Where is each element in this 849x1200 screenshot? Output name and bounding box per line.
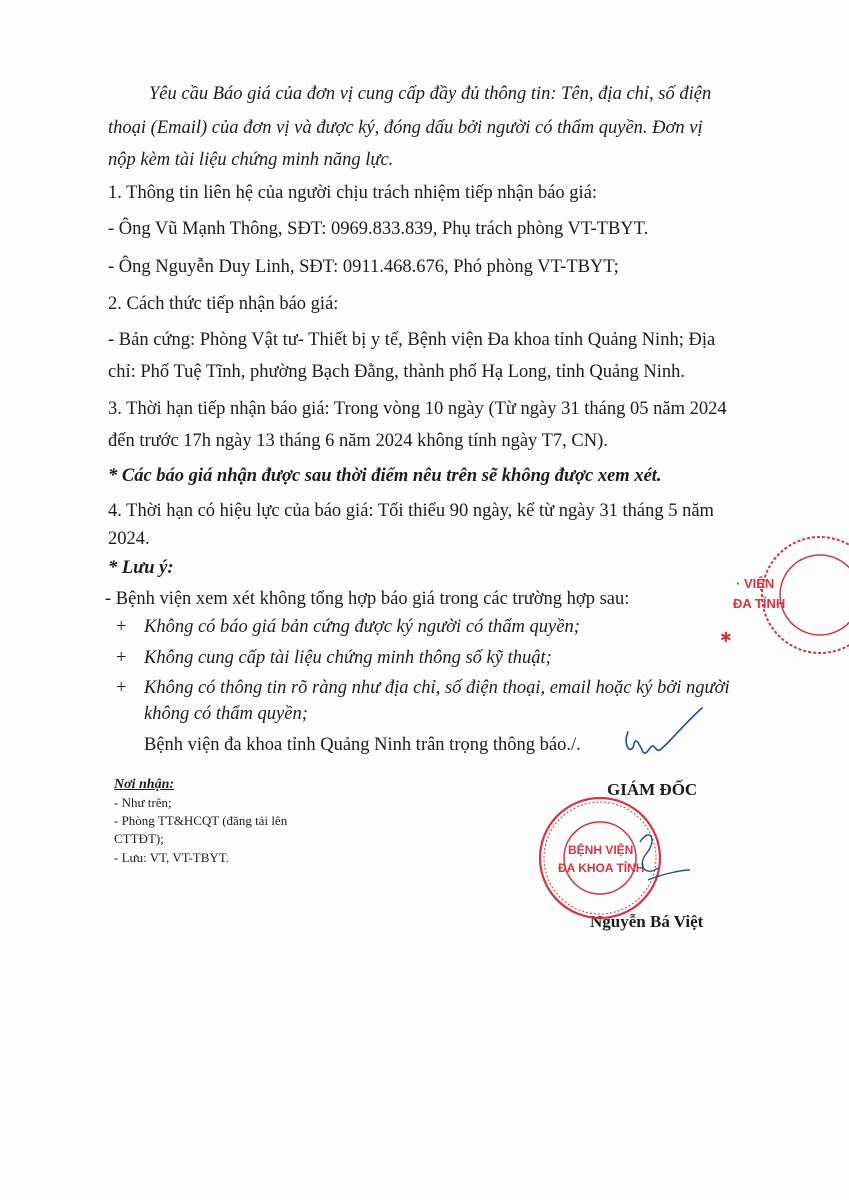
intro-line-3: nộp kèm tài liệu chứng minh năng lực. (108, 150, 394, 170)
note-item-1: Không có báo giá bản cứng được ký người có thẩm quyền; (144, 617, 580, 637)
stamp-line-2: ĐA KHOA TỈNH (558, 861, 645, 875)
section1-heading: 1. Thông tin liên hệ của người chịu trách nhiệm tiếp nhận báo giá: (108, 183, 598, 203)
note-intro: - Bệnh viện xem xét không tổng hợp báo giá trong các trường hợp sau: (105, 589, 630, 609)
bullet-marker-1: + (116, 617, 127, 637)
svg-text:· VIỆN: · VIỆN (736, 576, 775, 591)
bullet-marker-2: + (116, 648, 127, 668)
section2-line-1: - Bản cứng: Phòng Vật tư- Thiết bị y tế, Bệnh viện Đa khoa tỉnh Quảng Ninh; Địa (108, 330, 716, 350)
recipient-line-4: - Lưu: VT, VT-TBYT. (114, 850, 230, 865)
note-item-3: Không có thông tin rõ ràng như địa chỉ, số điện thoại, email hoặc ký bởi người (144, 678, 730, 698)
note-heading: * Lưu ý: (108, 558, 174, 578)
closing-text: Bệnh viện đa khoa tỉnh Quảng Ninh trân trọng thông báo./. (144, 735, 581, 755)
bullet-marker-3: + (116, 678, 127, 698)
svg-text:✱: ✱ (720, 629, 732, 645)
intro-line-2: thoại (Email) của đơn vị và được ký, đóng dấu bởi người có thẩm quyền. Đơn vị (108, 118, 703, 138)
stamp-partial-icon (700, 530, 849, 660)
section3-line-1: 3. Thời hạn tiếp nhận báo giá: Trong vòng 10 ngày (Từ ngày 31 tháng 05 năm 2024 (108, 399, 727, 419)
recipient-line-2: - Phòng TT&HCQT (đăng tải lên (114, 813, 288, 828)
section4-line-1: 4. Thời hạn có hiệu lực của báo giá: Tối thiểu 90 ngày, kể từ ngày 31 tháng 5 năm (108, 501, 714, 521)
note-item-2: Không cung cấp tài liệu chứng minh thông số kỹ thuật; (144, 648, 552, 668)
section4-line-2: 2024. (108, 529, 150, 549)
signatory-title: GIÁM ĐỐC (607, 780, 698, 799)
note-item-3-cont: không có thẩm quyền; (144, 704, 308, 724)
contact-2: - Ông Nguyễn Duy Linh, SĐT: 0911.468.676, Phó phòng VT-TBYT; (108, 257, 619, 277)
initial-signature-icon (618, 700, 708, 765)
contact-1: - Ông Vũ Mạnh Thông, SĐT: 0969.833.839, Phụ trách phòng VT-TBYT. (108, 219, 649, 239)
section2-heading: 2. Cách thức tiếp nhận báo giá: (108, 294, 339, 314)
stamp-line-1: BỆNH VIỆN (568, 843, 634, 857)
official-stamp-icon (522, 792, 692, 922)
recipient-line-1: - Như trên; (114, 795, 172, 810)
intro-line-1: Yêu cầu Báo giá của đơn vị cung cấp đầy đủ thông tin: Tên, địa chỉ, số điện (149, 84, 712, 104)
recipient-line-3: CTTĐT); (114, 831, 164, 846)
section3-line-2: đến trước 17h ngày 13 tháng 6 năm 2024 không tính ngày T7, CN). (108, 431, 608, 451)
signatory-name: Nguyễn Bá Việt (590, 912, 704, 931)
recipients-heading: Nơi nhận: (114, 777, 175, 792)
section2-line-2: chỉ: Phố Tuệ Tĩnh, phường Bạch Đằng, thành phố Hạ Long, tỉnh Quảng Ninh. (108, 362, 686, 382)
svg-text:ĐA TỈNH: ĐA TỈNH (733, 596, 786, 611)
warning-text: * Các báo giá nhận được sau thời điểm nêu trên sẽ không được xem xét. (108, 466, 662, 486)
